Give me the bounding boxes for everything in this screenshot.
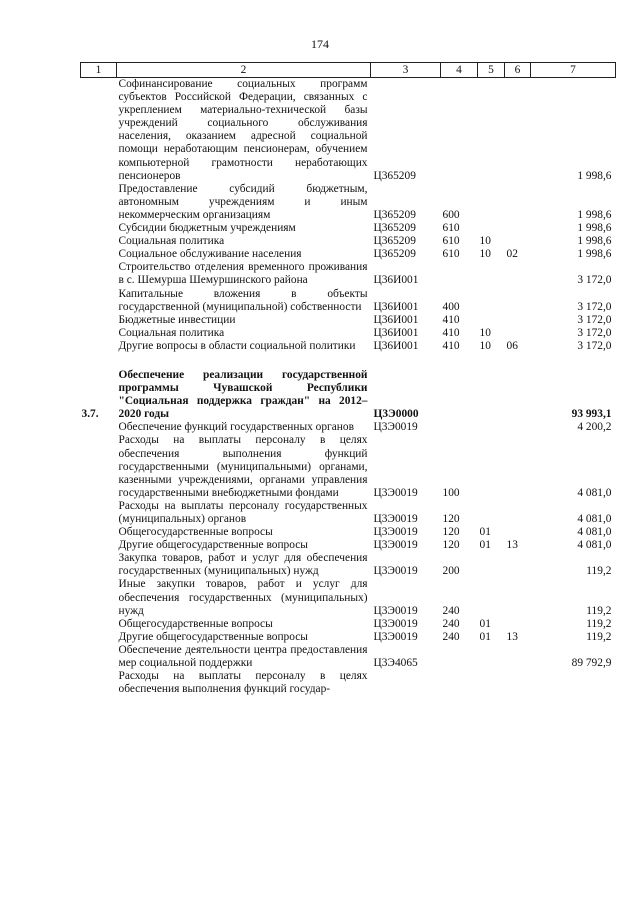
row-section: [478, 261, 505, 287]
row-name: Субсидии бюджетным учреждениям: [118, 222, 296, 235]
row-expense-type: 240: [442, 617, 460, 630]
header-col-2: 2: [117, 63, 371, 78]
row-section: [478, 644, 505, 670]
table-row: [81, 434, 616, 499]
row-target-code: Ц36И001: [373, 313, 419, 326]
row-section: [478, 288, 505, 314]
table-row: [81, 183, 616, 222]
row-subsection: 02: [506, 248, 518, 261]
row-section: [478, 222, 505, 235]
row-subsection: 06: [506, 339, 518, 352]
row-expense-type: [441, 670, 478, 696]
row-amount: 1 998,6: [577, 208, 612, 221]
row-section: [478, 369, 505, 421]
row-amount: 3 172,0: [577, 326, 612, 339]
row-name: Обеспечение реализации государственной программы Чувашской Республики "Социальная поддержка граждан" на 2012–2020 годы: [118, 368, 368, 421]
table-row: [81, 539, 616, 552]
row-expense-type: [441, 369, 478, 421]
row-name: Иные закупки товаров, работ и услуг для обеспечения государственных (муниципальных) нужд: [118, 578, 368, 617]
table-header: [81, 63, 616, 78]
row-section: 01: [479, 526, 491, 539]
table-row: [81, 369, 616, 421]
table-row: [81, 631, 616, 644]
row-target-code: Ц3Э0019: [373, 617, 418, 630]
row-target-code: Ц3Э0000: [373, 408, 419, 421]
row-amount: 1 998,6: [577, 169, 612, 182]
row-target-code: Ц36И001: [373, 339, 419, 352]
row-section: [478, 314, 505, 327]
row-section: 10: [479, 235, 491, 248]
row-name: Софинансирование социальных программ субъектов Российской Федерации, связанных с укреплением материально-технической базы учреждений социального обслуживания населения, оказанием адресной социальной помощи неработающим пенсионерам, обучением компьютерной грамотности неработающих пенсионеров: [118, 78, 368, 182]
row-expense-type: 120: [442, 539, 460, 552]
row-subsection: [505, 327, 531, 340]
row-name: Социальная политика: [118, 326, 225, 339]
row-subsection: [505, 261, 531, 287]
row-section: [478, 670, 505, 696]
row-subsection: [505, 670, 531, 696]
row-name: Закупка товаров, работ и услуг для обеспечения государственных (муниципальных) нужд: [118, 552, 368, 578]
row-target-code: Ц3Э0019: [373, 421, 418, 434]
row-amount: 1 998,6: [577, 222, 612, 235]
row-amount: 3 172,0: [577, 339, 612, 352]
row-section: 01: [479, 630, 491, 643]
row-target-code: Ц365209: [373, 222, 416, 235]
table-row: [81, 327, 616, 340]
table-row: [81, 618, 616, 631]
row-subsection: [505, 434, 531, 499]
row-subsection: 13: [506, 539, 518, 552]
row-spacer-cell: [81, 353, 616, 369]
row-expense-type: 410: [442, 313, 460, 326]
row-amount: 1 998,6: [577, 248, 612, 261]
row-name: Капитальные вложения в объекты государственной (муниципальной) собственности: [118, 287, 368, 313]
row-amount: 4 081,0: [577, 539, 612, 552]
row-name: Другие общегосударственные вопросы: [118, 539, 308, 552]
row-section: [478, 500, 505, 526]
row-target-code: Ц3Э0019: [373, 604, 418, 617]
row-number: [81, 222, 117, 235]
row-subsection: [505, 578, 531, 617]
row-number: [81, 314, 117, 327]
row-subsection: [505, 644, 531, 670]
header-col-6: 6: [505, 63, 531, 78]
row-amount: [531, 670, 616, 696]
table-row: [81, 235, 616, 248]
row-subsection: 13: [506, 630, 518, 643]
row-section: 01: [479, 617, 491, 630]
row-number: 3.7.: [81, 408, 99, 421]
row-number: [81, 644, 117, 670]
table-row: [81, 578, 616, 617]
row-expense-type: 610: [442, 248, 460, 261]
row-amount: 119,2: [586, 565, 612, 578]
table-row: [81, 340, 616, 353]
table-row: [81, 261, 616, 287]
row-amount: 93 993,1: [571, 408, 612, 421]
table-row: [81, 288, 616, 314]
header-col-3: 3: [371, 63, 441, 78]
row-expense-type: [441, 261, 478, 287]
row-amount: 4 081,0: [577, 526, 612, 539]
row-amount: 3 172,0: [577, 274, 612, 287]
row-name: Другие общегосударственные вопросы: [118, 630, 308, 643]
row-subsection: [505, 526, 531, 539]
row-subsection: [505, 314, 531, 327]
row-name: Расходы на выплаты персоналу в целях обеспечения выполнения функций государ-: [118, 670, 368, 696]
row-spacer: [81, 353, 616, 369]
row-section: [478, 552, 505, 578]
row-amount: 4 200,2: [577, 421, 612, 434]
row-target-code: Ц36И001: [373, 300, 419, 313]
row-amount: 89 792,9: [571, 657, 612, 670]
row-target-code: Ц3Э0019: [373, 486, 418, 499]
row-target-code: Ц36И001: [373, 326, 419, 339]
row-subsection: [505, 235, 531, 248]
row-number: [81, 670, 117, 696]
row-target-code: Ц365209: [373, 248, 416, 261]
row-section: [478, 78, 505, 183]
row-subsection: [505, 552, 531, 578]
row-number: [81, 578, 117, 617]
row-number: [81, 618, 117, 631]
header-row: [81, 63, 616, 78]
row-expense-type: [441, 421, 478, 434]
header-col-7: 7: [531, 63, 616, 78]
row-expense-type: 120: [442, 526, 460, 539]
row-section: [478, 421, 505, 434]
row-expense-type: 120: [442, 513, 460, 525]
row-subsection: [505, 369, 531, 421]
row-target-code: Ц36И001: [373, 274, 419, 287]
row-name: Социальная политика: [118, 235, 225, 248]
row-name: Расходы на выплаты персоналу в целях обеспечения выполнения функций государственными (муниципальными) органами, казенными учреждениями, органами управления государственными внебюджетными фондами: [118, 434, 368, 499]
row-amount: 3 172,0: [577, 313, 612, 326]
table-row: [81, 248, 616, 261]
row-number: [81, 631, 117, 644]
row-name: Общегосударственные вопросы: [118, 617, 273, 630]
row-subsection: [505, 421, 531, 434]
row-target-code: Ц365209: [373, 235, 416, 248]
row-section: [478, 183, 505, 222]
row-amount: 119,2: [586, 617, 612, 630]
row-name: Обеспечение деятельности центра предоставления мер социальной поддержки: [118, 643, 368, 670]
row-amount: 3 172,0: [577, 300, 612, 313]
row-number: [81, 340, 117, 353]
row-section: 10: [479, 248, 491, 261]
row-name: Строительство отделения временного проживания в с. Шемурша Шемуршинского района: [118, 261, 368, 287]
table-body: [81, 78, 616, 697]
row-number: [81, 248, 117, 261]
row-amount: 4 081,0: [577, 486, 612, 499]
row-amount: 119,2: [586, 630, 612, 643]
row-expense-type: 200: [442, 565, 460, 578]
row-number: [81, 183, 117, 222]
row-name: Социальное обслуживание населения: [118, 248, 302, 261]
row-number: [81, 78, 117, 183]
row-expense-type: 400: [442, 300, 460, 313]
row-name: Предоставление субсидий бюджетным, автономным учреждениям и иным некоммерческим организациям: [118, 182, 368, 221]
row-section: 01: [479, 539, 491, 552]
row-expense-type: 410: [442, 339, 460, 352]
row-number: [81, 526, 117, 539]
row-target-code: Ц365209: [373, 208, 416, 221]
table-row: [81, 222, 616, 235]
row-target-code: [371, 670, 441, 696]
row-number: [81, 235, 117, 248]
row-subsection: [505, 183, 531, 222]
table-row: [81, 526, 616, 539]
row-expense-type: 100: [442, 486, 460, 499]
row-amount: 4 081,0: [577, 513, 612, 525]
row-subsection: [505, 78, 531, 183]
header-col-5: 5: [478, 63, 505, 78]
row-subsection: [505, 222, 531, 235]
row-expense-type: 240: [442, 630, 460, 643]
row-subsection: [505, 618, 531, 631]
row-name: Расходы на выплаты персоналу государственных (муниципальных) органов: [118, 499, 368, 525]
row-expense-type: [441, 78, 478, 183]
row-section: 10: [479, 326, 491, 339]
table-row: [81, 500, 616, 526]
table-row: [81, 670, 616, 696]
table-row: [81, 78, 616, 183]
budget-table: [80, 62, 616, 696]
row-expense-type: 600: [442, 208, 460, 221]
row-section: [478, 578, 505, 617]
row-amount: 1 998,6: [577, 235, 612, 248]
row-subsection: [505, 288, 531, 314]
header-col-4: 4: [441, 63, 478, 78]
table-row: [81, 552, 616, 578]
row-target-code: Ц3Э0019: [373, 526, 418, 539]
row-number: [81, 552, 117, 578]
table-row: [81, 314, 616, 327]
row-expense-type: 610: [442, 235, 460, 248]
row-expense-type: 240: [442, 604, 460, 617]
row-number: [81, 500, 117, 526]
page-number: 174: [311, 37, 329, 51]
row-subsection: [505, 500, 531, 526]
row-number: [81, 539, 117, 552]
row-section: 10: [479, 339, 491, 352]
table-row: [81, 421, 616, 434]
row-number: [81, 327, 117, 340]
row-expense-type: 410: [442, 326, 460, 339]
row-target-code: Ц3Э0019: [373, 565, 418, 578]
row-target-code: Ц3Э0019: [373, 539, 418, 552]
row-number: [81, 421, 117, 434]
row-number: [81, 434, 117, 499]
row-name: Обеспечение функций государственных органов: [118, 421, 354, 434]
row-name: Бюджетные инвестиции: [118, 313, 236, 326]
row-expense-type: 610: [442, 222, 460, 235]
row-expense-type: [441, 644, 478, 670]
header-col-1: 1: [81, 63, 117, 78]
row-target-code: Ц3Э4065: [373, 657, 418, 670]
row-target-code: Ц365209: [373, 169, 416, 182]
row-section: [478, 434, 505, 499]
row-target-code: Ц3Э0019: [373, 513, 418, 525]
row-number: [81, 261, 117, 287]
row-name: Общегосударственные вопросы: [118, 526, 273, 539]
row-name: Другие вопросы в области социальной политики: [118, 339, 356, 352]
row-number: [81, 288, 117, 314]
table-row: [81, 644, 616, 670]
row-amount: 119,2: [586, 604, 612, 617]
row-target-code: Ц3Э0019: [373, 630, 418, 643]
